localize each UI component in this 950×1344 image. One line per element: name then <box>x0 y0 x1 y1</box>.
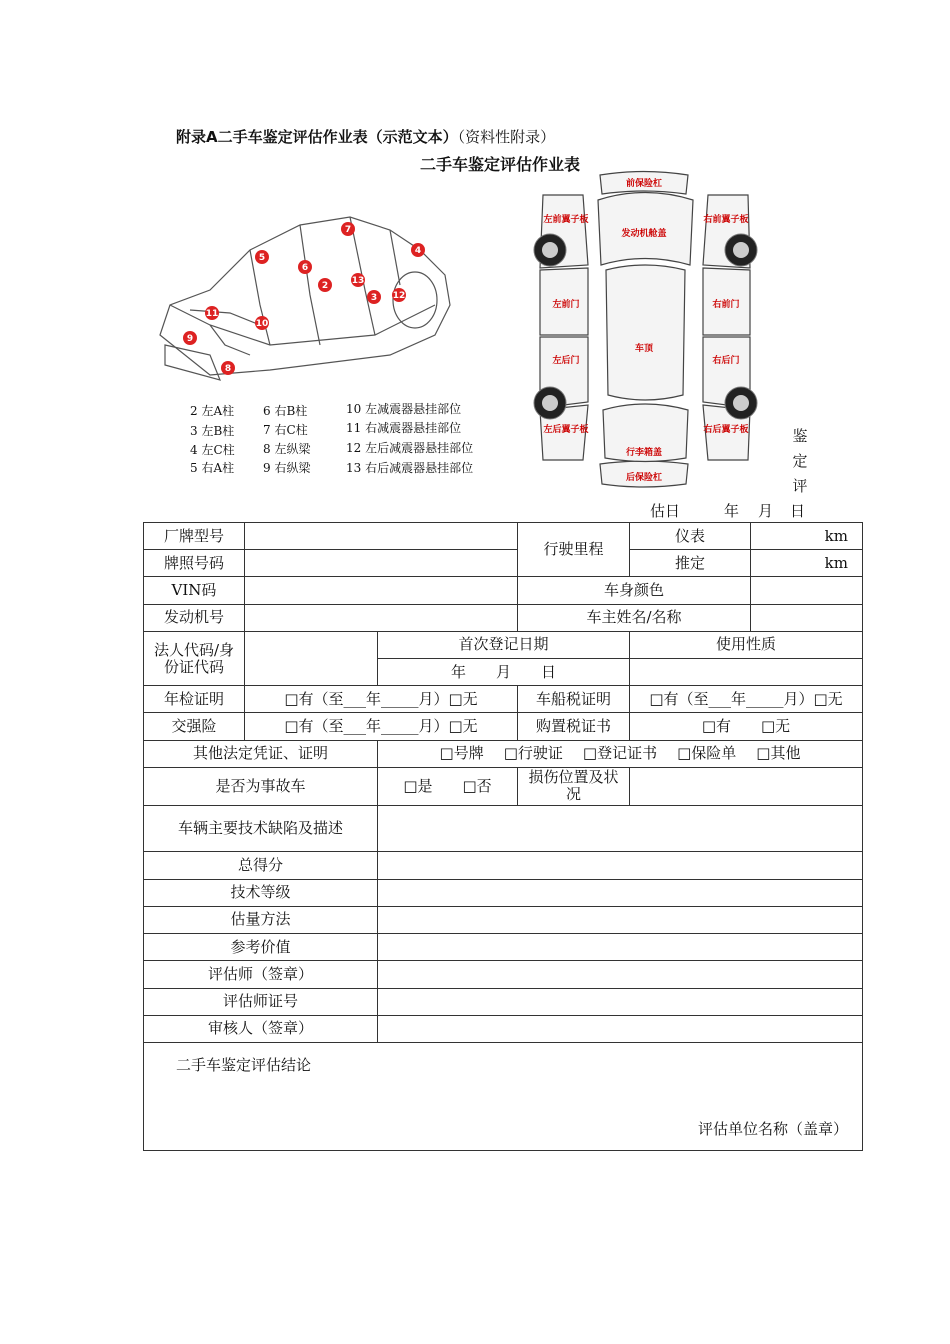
owner-name-field[interactable] <box>751 604 863 631</box>
doc-option: □行驶证 <box>503 744 563 763</box>
total-score-field[interactable] <box>378 852 863 879</box>
marker-12-label: 12 <box>392 291 406 301</box>
marker-13-label: 13 <box>351 276 365 286</box>
other-docs-label: 其他法定凭证、证明 <box>144 740 378 767</box>
legend-row: 7 右C柱 <box>263 423 308 437</box>
appraiser-field[interactable] <box>378 961 863 988</box>
legend-row: 9 右纵梁 <box>263 461 311 475</box>
first-reg-date-field[interactable]: 年 月 日 <box>378 659 630 686</box>
front-bumper-label: 前保险杠 <box>625 179 663 189</box>
purchase-tax-label: 购置税证书 <box>518 713 630 740</box>
roof-label: 车顶 <box>634 344 654 354</box>
reviewer-field[interactable] <box>378 1015 863 1042</box>
purchase-tax-none: □无 <box>761 717 791 736</box>
eval-date-vertical <box>790 424 810 499</box>
reviewer-label: 审核人（签章） <box>144 1015 378 1042</box>
legend-row: 6 右B柱 <box>263 404 308 418</box>
roof-shape <box>606 265 685 400</box>
damage-location-label: 损伤位置及状况 <box>518 767 630 805</box>
vessel-tax-label: 车船税证明 <box>518 686 630 713</box>
left-front-door-label: 左前门 <box>552 300 580 310</box>
body-color-label: 车身颜色 <box>518 577 751 604</box>
legal-code-field[interactable] <box>245 631 378 685</box>
appraiser-label: 评估师（签章） <box>144 961 378 988</box>
odometer-field[interactable]: km <box>751 523 863 550</box>
legend-row: 11 右减震器悬挂部位 <box>346 421 462 435</box>
brand-model-field[interactable] <box>245 523 518 550</box>
eval-date-char: 评 <box>792 477 808 495</box>
total-score-label: 总得分 <box>144 852 378 879</box>
ref-value-label: 参考价值 <box>144 934 378 961</box>
rear-bumper-label: 后保险杠 <box>625 473 663 483</box>
marker-5-label: 5 <box>258 253 266 263</box>
marker-10-label: 10 <box>255 319 269 329</box>
marker-3-label: 3 <box>370 293 378 303</box>
right-front-door-label: 右前门 <box>712 300 740 310</box>
legend-row: 10 左减震器悬挂部位 <box>346 402 462 416</box>
legend-row: 12 左后减震器悬挂部位 <box>346 441 474 455</box>
form-title: 二手车鉴定评估作业表 <box>420 155 581 174</box>
mileage-label: 行驶里程 <box>518 523 630 577</box>
marker-11-label: 11 <box>205 309 219 319</box>
brand-model-label: 厂牌型号 <box>144 523 245 550</box>
appraiser-cert-label: 评估师证号 <box>144 988 378 1015</box>
purchase-tax-field[interactable] <box>630 713 863 740</box>
conclusion-cell[interactable] <box>144 1042 863 1150</box>
doc-option: □其他 <box>756 744 801 763</box>
odometer-label: 仪表 <box>630 523 751 550</box>
marker-4-label: 4 <box>414 246 422 256</box>
valuation-method-field[interactable] <box>378 906 863 933</box>
doc-option: □号牌 <box>439 744 484 763</box>
accident-label: 是否为事故车 <box>144 767 378 805</box>
left-rear-fender-label: 左后翼子板 <box>543 425 589 435</box>
appraiser-cert-field[interactable] <box>378 988 863 1015</box>
body-color-field[interactable] <box>751 577 863 604</box>
first-reg-date-label: 首次登记日期 <box>378 631 630 658</box>
defects-field[interactable] <box>378 806 863 852</box>
legend-row: 8 左纵梁 <box>263 442 311 456</box>
legend-row: 13 右后减震器悬挂部位 <box>346 461 474 475</box>
tech-grade-label: 技术等级 <box>144 879 378 906</box>
marker-7-label: 7 <box>344 225 352 235</box>
legal-code-label: 法人代码/身份证代码 <box>144 631 245 685</box>
hood-label: 发动机舱盖 <box>621 229 667 239</box>
legend-row: 3 左B柱 <box>190 424 235 438</box>
right-front-fender-label: 右前翼子板 <box>703 215 749 225</box>
legend-row: 5 右A柱 <box>190 461 235 475</box>
use-nature-label: 使用性质 <box>630 631 863 658</box>
marker-2-label: 2 <box>321 281 329 291</box>
engine-no-label: 发动机号 <box>144 604 245 631</box>
valuation-method-label: 估量方法 <box>144 906 378 933</box>
conclusion-label: 二手车鉴定评估结论 <box>176 1055 312 1074</box>
ref-value-field[interactable] <box>378 934 863 961</box>
plate-no-field[interactable] <box>245 550 518 577</box>
accident-yes: □是 <box>403 776 433 795</box>
engine-no-field[interactable] <box>245 604 518 631</box>
other-docs-options[interactable] <box>378 740 863 767</box>
estimated-label: 推定 <box>630 550 751 577</box>
marker-group <box>183 222 425 375</box>
plate-no-label: 牌照号码 <box>144 550 245 577</box>
legend-row: 4 左C柱 <box>190 443 235 457</box>
vessel-tax-field[interactable]: □有（至___年_____月）□无 <box>630 686 863 713</box>
doc-option: □保险单 <box>677 744 737 763</box>
purchase-tax-has: □有 <box>701 717 731 736</box>
appendix-heading: 附录A二手车鉴定评估作业表（示范文本）（资料性附录） <box>176 128 556 146</box>
defects-label: 车辆主要技术缺陷及描述 <box>144 806 378 852</box>
accident-field[interactable] <box>378 767 518 805</box>
marker-6-label: 6 <box>301 263 309 273</box>
body-frame-diagram <box>150 195 480 395</box>
owner-name-label: 车主姓名/名称 <box>518 604 751 631</box>
right-rear-fender-label: 右后翼子板 <box>703 425 749 435</box>
marker-9-label: 9 <box>186 334 194 344</box>
legend-row: 2 左A柱 <box>190 404 235 418</box>
left-front-fender-label: 左前翼子板 <box>543 215 589 225</box>
inspection-cert-field[interactable]: □有（至___年_____月）□无 <box>245 686 518 713</box>
unit-seal-label: 评估单位名称（盖章） <box>697 1120 848 1138</box>
panel-layout-diagram <box>528 170 763 488</box>
accident-no: □否 <box>462 776 492 795</box>
left-rear-door-label: 左后门 <box>552 356 580 366</box>
eval-date-char: 定 <box>792 452 808 470</box>
vin-field[interactable] <box>245 577 518 604</box>
compulsory-ins-field[interactable]: □有（至___年_____月）□无 <box>245 713 518 740</box>
marker-8-label: 8 <box>224 364 232 374</box>
inspection-cert-label: 年检证明 <box>144 686 245 713</box>
vin-label: VIN码 <box>144 577 245 604</box>
right-rear-door-label: 右后门 <box>712 356 740 366</box>
use-nature-field[interactable] <box>630 659 863 686</box>
doc-option: □登记证书 <box>582 744 658 763</box>
eval-date-line: 估日 年 月 日 <box>650 502 806 520</box>
estimated-field[interactable]: km <box>751 550 863 577</box>
damage-location-field[interactable] <box>630 767 863 805</box>
compulsory-ins-label: 交强险 <box>144 713 245 740</box>
tech-grade-field[interactable] <box>378 879 863 906</box>
trunk-label: 行李箱盖 <box>625 448 663 458</box>
appraisal-form-table <box>143 522 863 1151</box>
eval-date-char: 鉴 <box>792 427 808 445</box>
